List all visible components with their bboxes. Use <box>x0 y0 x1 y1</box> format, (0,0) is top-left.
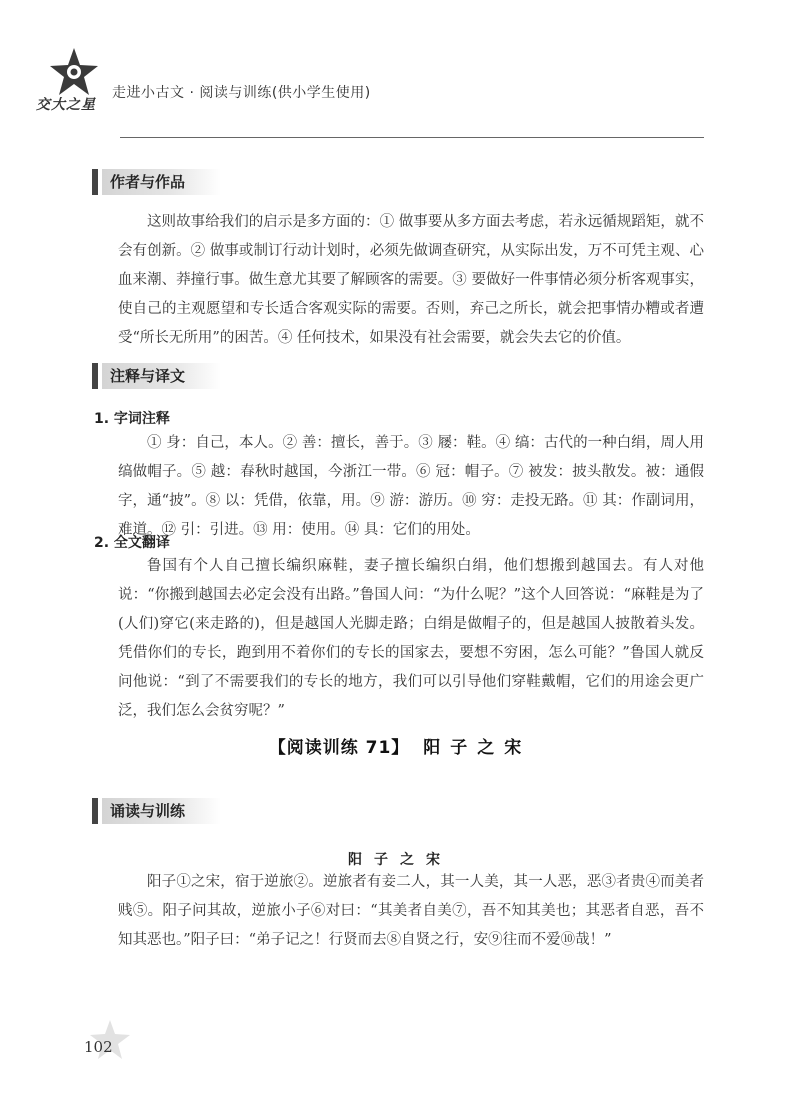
classical-text-paragraph <box>118 868 704 955</box>
author-works-paragraph <box>118 208 704 353</box>
series-title: 走进小古文 · 阅读与训练(供小学生使用) <box>112 85 371 101</box>
paragraph-text: 鲁国有个人自己擅长编织麻鞋，妻子擅长编织白绢，他们想搬到越国去。有人对他说：“你搬到越国去必定会没有出路。”鲁国人问：“为什么呢？”这个人回答说：“麻鞋是为了(人们)穿它(来走路的)，但是越国人光脚走路；白绢是做帽子的，但是越国人披散着头发。凭借你们的专长，跑到用不着你们的专长的国家去，要想不穷困，怎么可能？”鲁国人就反问他说：“到了不需要我们的专长的地方，我们可以引导他们穿鞋戴帽，它们的用途会更广泛，我们怎么会贫穷呢？” <box>118 558 704 719</box>
translation-paragraph <box>118 552 704 726</box>
heading-label: 注释与译文 <box>102 363 221 389</box>
subheading-word-notes: 1. 字词注释 <box>94 411 170 427</box>
section-heading-recite-training <box>92 797 221 825</box>
heading-label: 诵读与训练 <box>102 798 221 824</box>
heading-bar <box>92 363 98 389</box>
section-heading-notes-translation <box>92 362 221 390</box>
star-logo-icon <box>48 46 100 98</box>
training-title <box>0 733 800 758</box>
logo-text: 交大之星 <box>36 97 96 113</box>
heading-label: 作者与作品 <box>102 169 221 195</box>
section-heading-author-works <box>92 168 221 196</box>
page-number: 102 <box>84 1038 113 1056</box>
training-name: 阳子之宋 <box>423 738 532 758</box>
word-notes-paragraph <box>118 429 704 545</box>
page-number-area <box>82 1018 132 1066</box>
subheading-full-translation: 2. 全文翻译 <box>94 535 170 551</box>
heading-bar <box>92 169 98 195</box>
heading-bar <box>92 798 98 824</box>
paragraph-text: ① 身：自己，本人。② 善：擅长，善于。③ 屦：鞋。④ 缟：古代的一种白绢，周人用缟做帽子。⑤ 越：春秋时越国，今浙江一带。⑥ 冠：帽子。⑦ 被发：披头散发。被：通假字，通“披”。⑧ 以：凭借，依靠，用。⑨ 游：游历。⑩ 穷：走投无路。⑪ 其：作副词用，难道。⑫ 引：引进。⑬ 用：使用。⑭ 具：它们的用处。 <box>118 435 704 538</box>
page-header <box>28 36 748 136</box>
paragraph-text: 这则故事给我们的启示是多方面的：① 做事要从多方面去考虑，若永远循规蹈矩，就不会有创新。② 做事或制订行动计划时，必须先做调查研究，从实际出发，万不可凭主观、心血来潮、莽撞行事。做生意尤其要了解顾客的需要。③ 要做好一件事情必须分析客观事实，使自己的主观愿望和专长适合客观实际的需要。否则，弃己之所长，就会把事情办糟或者遭受“所长无所用”的困苦。④ 任何技术，如果没有社会需要，就会失去它的价值。 <box>118 214 704 346</box>
text-title: 阳子之宋 <box>348 852 452 868</box>
training-label: 【阅读训练 71】 <box>268 738 410 758</box>
paragraph-text: 阳子①之宋，宿于逆旅②。逆旅者有妾二人，其一人美，其一人恶，恶③者贵④而美者贱⑤。阳子问其故，逆旅小子⑥对曰：“其美者自美⑦，吾不知其美也；其恶者自恶，吾不知其恶也。”阳子曰：“弟子记之！行贤而去⑧自贤之行，安⑨往而不爱⑩哉！” <box>118 874 704 948</box>
header-rule <box>120 137 704 138</box>
